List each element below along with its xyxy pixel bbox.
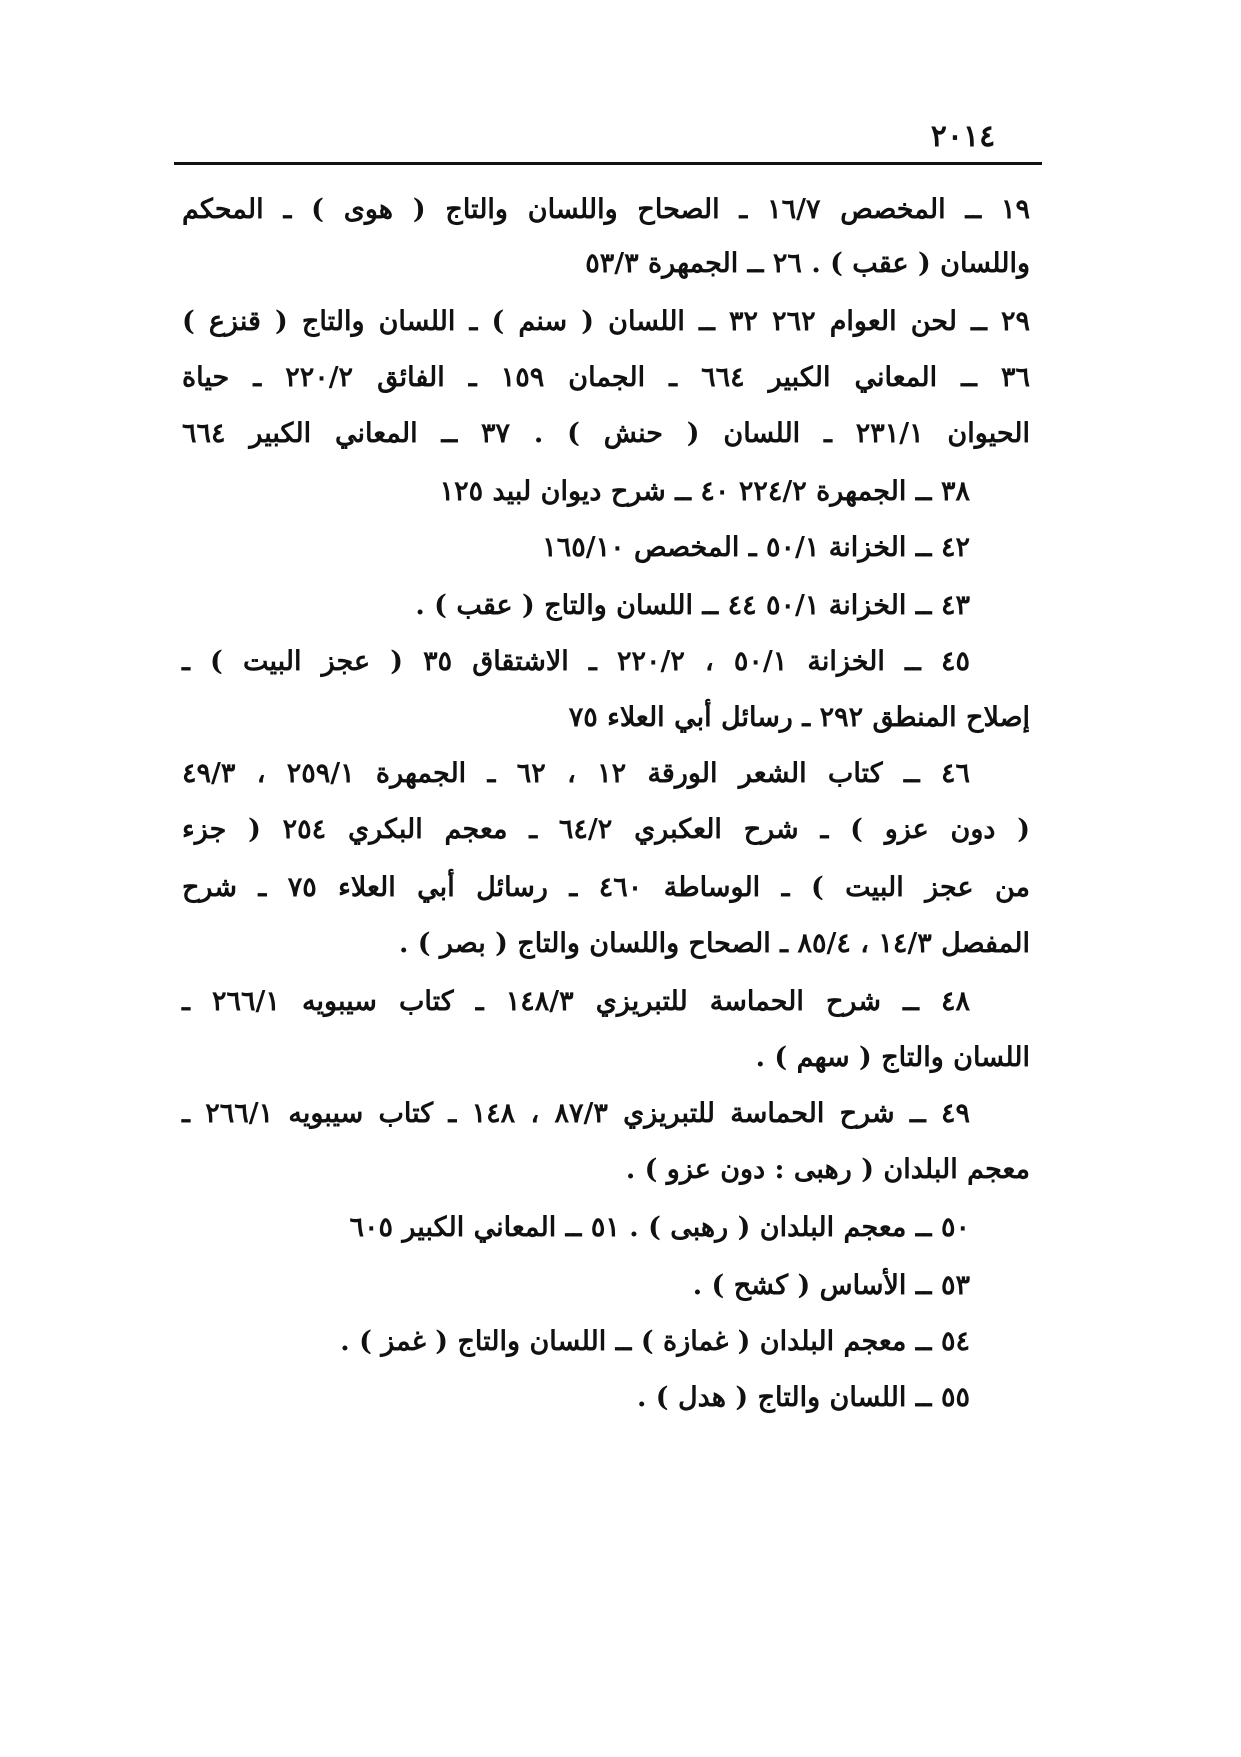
text-line: معجم البلدان ( رهبى : دون عزو ) . (625, 1154, 1030, 1185)
text-line: من عجز البيت ) ـ الوساطة ٤٦٠ ـ رسائل أبي العلاء ٧٥ ـ شرح (182, 872, 1031, 903)
text-line: إصلاح المنطق ٢٩٢ ـ رسائل أبي العلاء ٧٥ (568, 702, 1030, 733)
text-line: ٤٩ ــ شرح الحماسة للتبريزي ٨٧/٣ ، ١٤٨ ـ كتاب سيبويه ٢٦٦/١ ـ (182, 1098, 971, 1129)
text-line: ٢٩ ــ لحن العوام ٢٦٢ ٣٢ ــ اللسان ( سنم ) ـ اللسان والتاج ( قنزع ) (182, 306, 1030, 337)
text-line: المفصل ١٤/٣ ، ٨٥/٤ ـ الصحاح واللسان والتاج ( بصر ) . (398, 928, 1030, 959)
text-line: اللسان والتاج ( سهم ) . (755, 1042, 1030, 1073)
text-line: الحيوان ٢٣١/١ ـ اللسان ( حنش ) . ٣٧ ــ المعاني الكبير ٦٦٤ (182, 418, 1030, 449)
text-line: ٤٦ ــ كتاب الشعر الورقة ١٢ ، ٦٢ ـ الجمهرة ٢٥٩/١ ، ٤٩/٣ (182, 758, 971, 789)
text-line: ٥٠ ــ معجم البلدان ( رهبى ) . ٥١ ــ المعاني الكبير ٦٠٥ (349, 1212, 970, 1243)
text-line: ٣٨ ــ الجمهرة ٢٢٤/٢ ٤٠ ــ شرح ديوان لبيد ١٢٥ (439, 476, 970, 507)
text-line: واللسان ( عقب ) . ٢٦ ــ الجمهرة ٥٣/٣ (585, 248, 1030, 279)
text-line: ٤٨ ــ شرح الحماسة للتبريزي ١٤٨/٣ ـ كتاب سيبويه ٢٦٦/١ ـ (182, 986, 971, 1017)
text-line: ٥٤ ــ معجم البلدان ( غمازة ) ــ اللسان والتاج ( غمز ) . (340, 1326, 970, 1357)
header-rule (174, 162, 1042, 165)
text-line: ٤٥ ــ الخزانة ٥٠/١ ، ٢٢٠/٢ ـ الاشتقاق ٣٥ ( عجز البيت ) ـ (182, 646, 970, 677)
text-line: ٥٣ ــ الأساس ( كشح ) . (692, 1270, 970, 1301)
text-line: ٣٦ ــ المعاني الكبير ٦٦٤ ـ الجمان ١٥٩ ـ الفائق ٢٢٠/٢ ـ حياة (182, 362, 1030, 393)
text-line: ٥٥ ــ اللسان والتاج ( هدل ) . (637, 1382, 970, 1413)
text-line: ١٩ ــ المخصص ١٦/٧ ـ الصحاح واللسان والتاج ( هوى ) ـ المحكم (182, 194, 1030, 225)
text-line: ٤٢ ــ الخزانة ٥٠/١ ـ المخصص ١٦٥/١٠ (542, 532, 970, 563)
text-line: ( دون عزو ) ـ شرح العكبري ٦٤/٢ ـ معجم البكري ٢٥٤ ( جزء (182, 814, 1030, 845)
page-number: ٢٠١٤ (930, 119, 996, 154)
text-line: ٤٣ ــ الخزانة ٥٠/١ ٤٤ ــ اللسان والتاج ( عقب ) . (415, 590, 970, 621)
